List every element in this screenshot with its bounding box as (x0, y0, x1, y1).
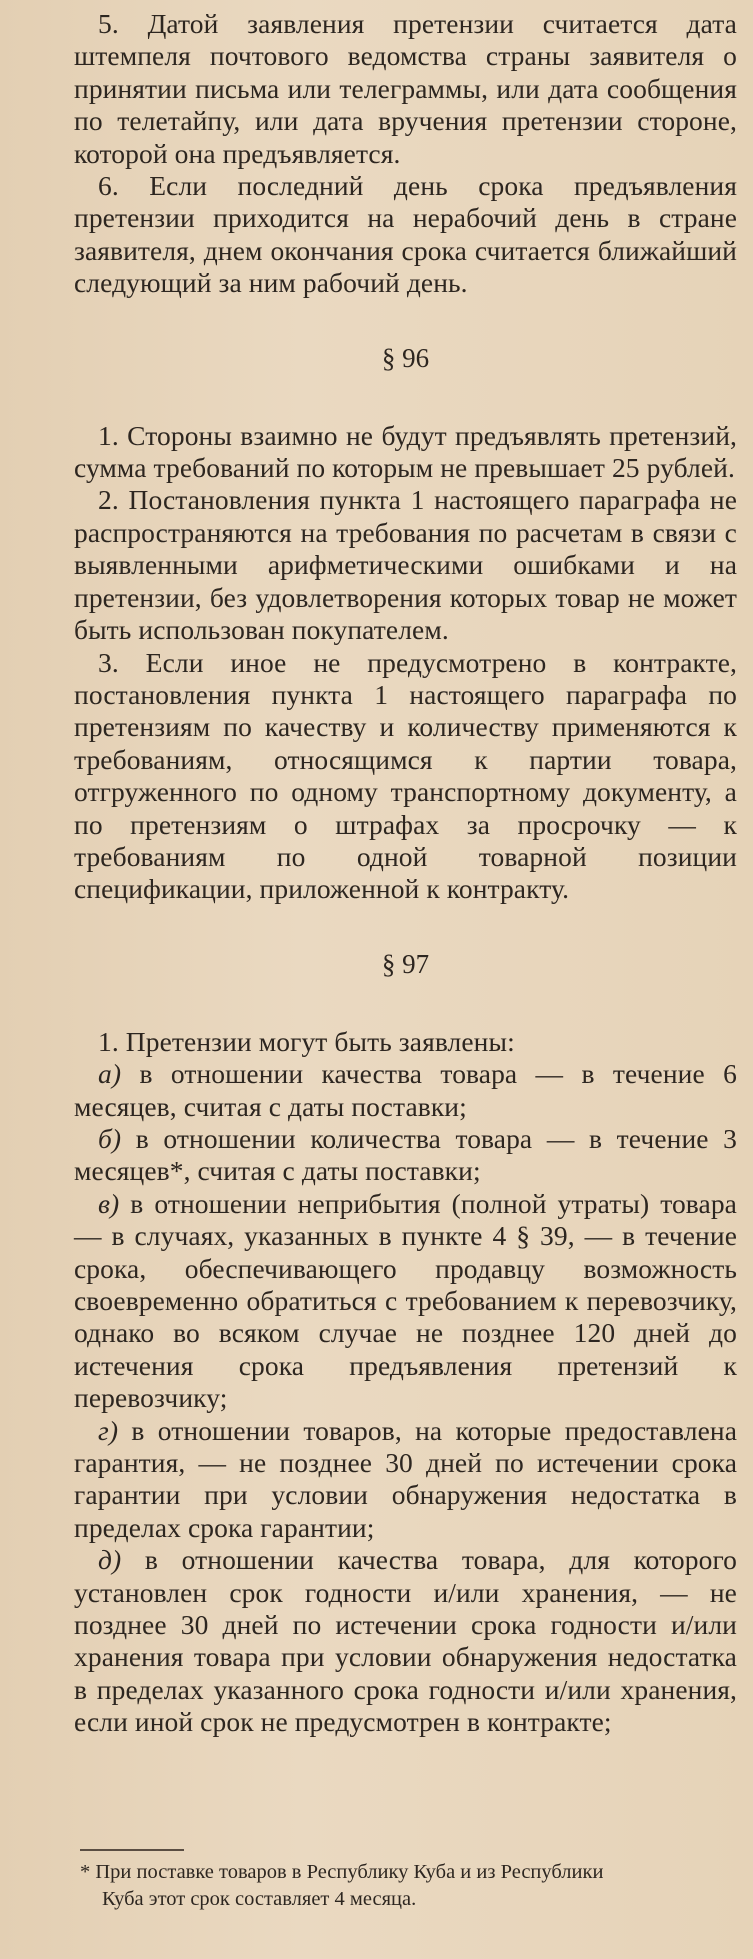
item-letter: б) (98, 1122, 122, 1154)
spacer (74, 374, 737, 420)
item-letter: а) (98, 1058, 122, 1090)
paragraph-5: 5. Датой заявления претензии считается дата штемпеля почтового ведомства страны заявителя о принятии письма или телеграммы, или дата сообщения по телетайпу, или дата вручения претензии стороне, которой она предъявляется. (74, 8, 737, 169)
footnote-line-2: Куба этот срок составляет 4 месяца. (102, 1888, 417, 1910)
item-letter: в) (98, 1187, 120, 1219)
section-96-paragraph-1: 1. Стороны взаимно не будут предъявлять претензий, сумма требований по которым не превышает 25 рублей. (74, 419, 737, 484)
section-97-item-d (74, 1544, 737, 1738)
spacer (74, 300, 737, 342)
item-text: в отношении количества товара — в течение 3 месяцев*, считая с даты поставки; (74, 1122, 737, 1187)
section-heading-97: § 97 (381, 948, 430, 979)
section-96-paragraph-2: 2. Постановления пункта 1 настоящего параграфа не распространяются на требования по расчетам в связи с выявленными арифметическими ошибками и на претензии, без удовлетворения которых товар не может быть использован покупателем. (74, 484, 737, 646)
paragraph-6: 6. Если последний день срока предъявления претензии приходится на нерабочий день в стране заявителя, днем окончания срока считается ближайший следующий за ним рабочий день. (74, 170, 737, 299)
footnote (80, 1859, 740, 1913)
section-97-item-v (74, 1188, 737, 1415)
section-97-item-a (74, 1058, 737, 1123)
spacer (74, 906, 737, 948)
item-text: в отношении неприбытия (полной утраты) товара — в случаях, указанных в пункте 4 § 39, — в течение срока, обеспечивающего продавцу возможность своевременно обратиться с требованием к перевозчику, однако во всяком случае не позднее 120 дней до истечения срока предъявления претензий к перевозчику; (74, 1187, 737, 1414)
item-text: в отношении качества товара — в течение 6 месяцев, считая с даты поставки; (74, 1058, 737, 1122)
item-text: в отношении качества товара, для которого установлен срок годности и/или хранения, — не позднее 30 дней по истечении срока годности и/или хранения товара при условии обнаружения недостатка в пределах указанного срока годности и/или хранения, если иной срок не предусмотрен в контракте; (74, 1544, 737, 1738)
item-text: в отношении товаров, на которые предоставлена гарантия, — не позднее 30 дней по истечении срока гарантии при условии обнаружения недостатка в пределах срока гарантии; (74, 1414, 737, 1543)
section-97-intro: 1. Претензии могут быть заявлены: (98, 1025, 515, 1057)
item-letter: г) (98, 1414, 119, 1446)
footnote-divider (80, 1849, 184, 1851)
section-96-paragraph-3: 3. Если иное не предусмотрено в контракте, постановления пункта 1 настоящего параграфа по претензиям по качеству и количеству применяются к требованиям, относящимся к партии товара, отгруженного по одному транспортному документу, а по претензиям о штрафах за просрочку — к требованиям по одной товарной позиции спецификации, приложенной к контракту. (74, 646, 737, 905)
section-97-item-b (74, 1123, 737, 1188)
footnote-line-1: * При поставке товаров в Республику Куба и из Республики (80, 1861, 604, 1883)
section-heading-96: § 96 (381, 342, 430, 373)
item-letter: д) (98, 1544, 122, 1576)
section-97-item-g (74, 1415, 737, 1545)
spacer (74, 980, 737, 1026)
